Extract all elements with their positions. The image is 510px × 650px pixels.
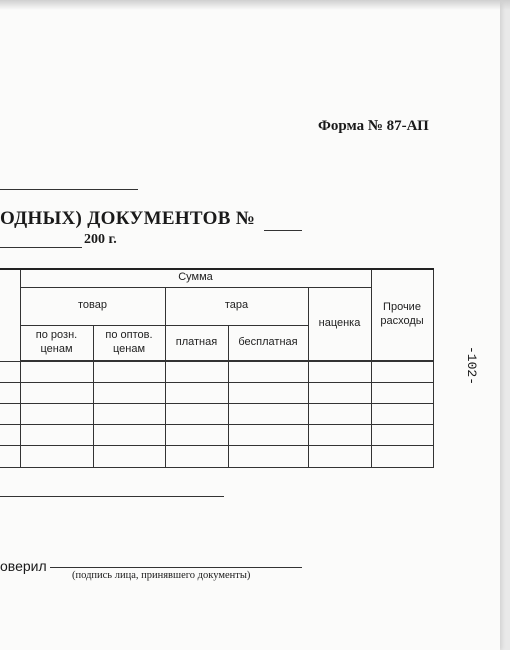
- tare-header: тара: [165, 287, 308, 325]
- goods-table: [0, 268, 434, 468]
- document-title-text: ОДНЫХ) ДОКУМЕНТОВ №: [0, 208, 256, 229]
- left-column-cut: [0, 269, 20, 361]
- table-row: [0, 382, 433, 403]
- paid-tare-header: платная: [165, 325, 228, 360]
- table-row: [0, 361, 433, 382]
- wholesale-price-header: по оптов. ценам: [93, 325, 165, 360]
- blank-line-middle: [0, 496, 224, 497]
- table-row: [0, 424, 433, 445]
- other-expenses-header: Прочие расходы: [371, 269, 433, 360]
- signature-line-top: [0, 189, 138, 190]
- signature-line: [50, 567, 302, 568]
- sum-header: Сумма: [20, 269, 371, 287]
- signature-label: оверил: [0, 558, 47, 574]
- document-year: 200 г.: [84, 232, 117, 247]
- page-number: -102-: [464, 345, 480, 386]
- date-line: [0, 247, 82, 248]
- free-tare-header: бесплатная: [228, 325, 308, 360]
- goods-header: товар: [20, 287, 165, 325]
- table-row: [0, 403, 433, 424]
- retail-price-header: по розн. ценам: [20, 325, 93, 360]
- form-number: Форма № 87-АП: [318, 118, 429, 134]
- scan-shadow: [0, 0, 510, 10]
- signature-caption: (подпись лица, принявшего документы): [72, 570, 251, 581]
- markup-header: наценка: [308, 287, 371, 360]
- document-title: [0, 208, 302, 231]
- document-number-blank: [264, 208, 302, 231]
- table-row: [0, 445, 433, 467]
